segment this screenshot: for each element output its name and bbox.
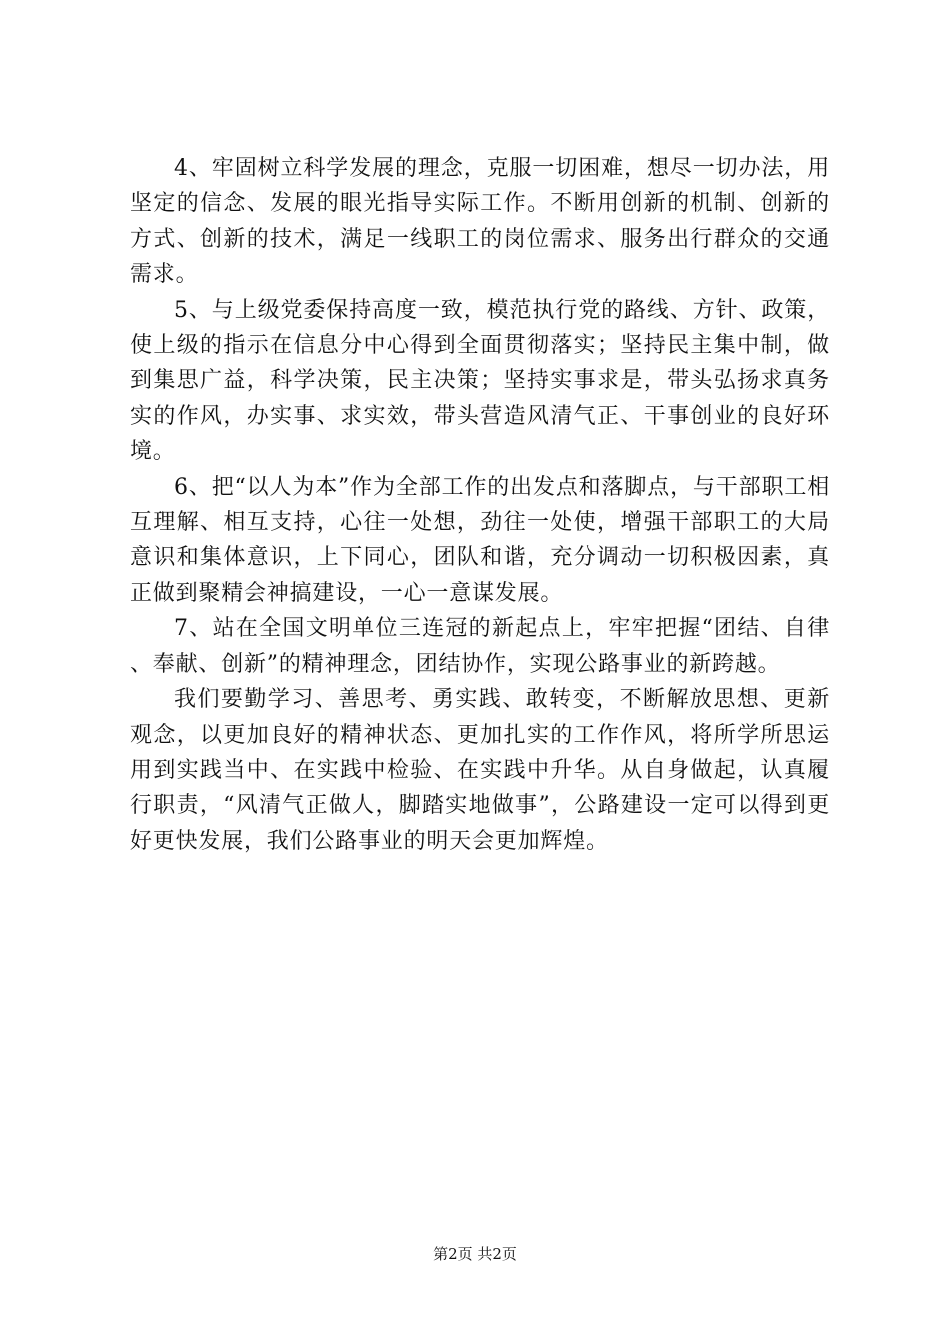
page-number-label: 第2页 共2页 [433, 1245, 517, 1263]
paragraph-7: 7、站在全国文明单位三连冠的新起点上，牢牢把握“团结、自律、奉献、创新”的精神理念，团结协作，实现公路事业的新跨越。 [130, 616, 830, 677]
page-footer [0, 1244, 950, 1264]
paragraph-4: 4、牢固树立科学发展的理念，克服一切困难，想尽一切办法，用坚定的信念、发展的眼光指导实际工作。不断用创新的机制、创新的方式、创新的技术，满足一线职工的岗位需求、服务出行群众的交通需求。 [130, 156, 830, 288]
paragraph-6: 6、把“以人为本”作为全部工作的出发点和落脚点，与干部职工相互理解、相互支持，心往一处想，劲往一处使，增强干部职工的大局意识和集体意识，上下同心，团队和谐，充分调动一切积极因素，真正做到聚精会神搞建设，一心一意谋发展。 [130, 474, 830, 606]
document-body [130, 151, 830, 859]
paragraph-conclusion: 我们要勤学习、善思考、勇实践、敢转变，不断解放思想、更新观念，以更加良好的精神状态、更加扎实的工作作风，将所学所思运用到实践当中、在实践中检验、在实践中升华。从自身做起，认真履行职责，“风清气正做人，脚踏实地做事”，公路建设一定可以得到更好更快发展，我们公路事业的明天会更加辉煌。 [130, 687, 830, 854]
paragraph-5: 5、与上级党委保持高度一致，模范执行党的路线、方针、政策，使上级的指示在信息分中心得到全面贯彻落实；坚持民主集中制，做到集思广益，科学决策，民主决策；坚持实事求是，带头弘扬求真务实的作风，办实事、求实效，带头营造风清气正、干事创业的良好环境。 [130, 297, 830, 465]
